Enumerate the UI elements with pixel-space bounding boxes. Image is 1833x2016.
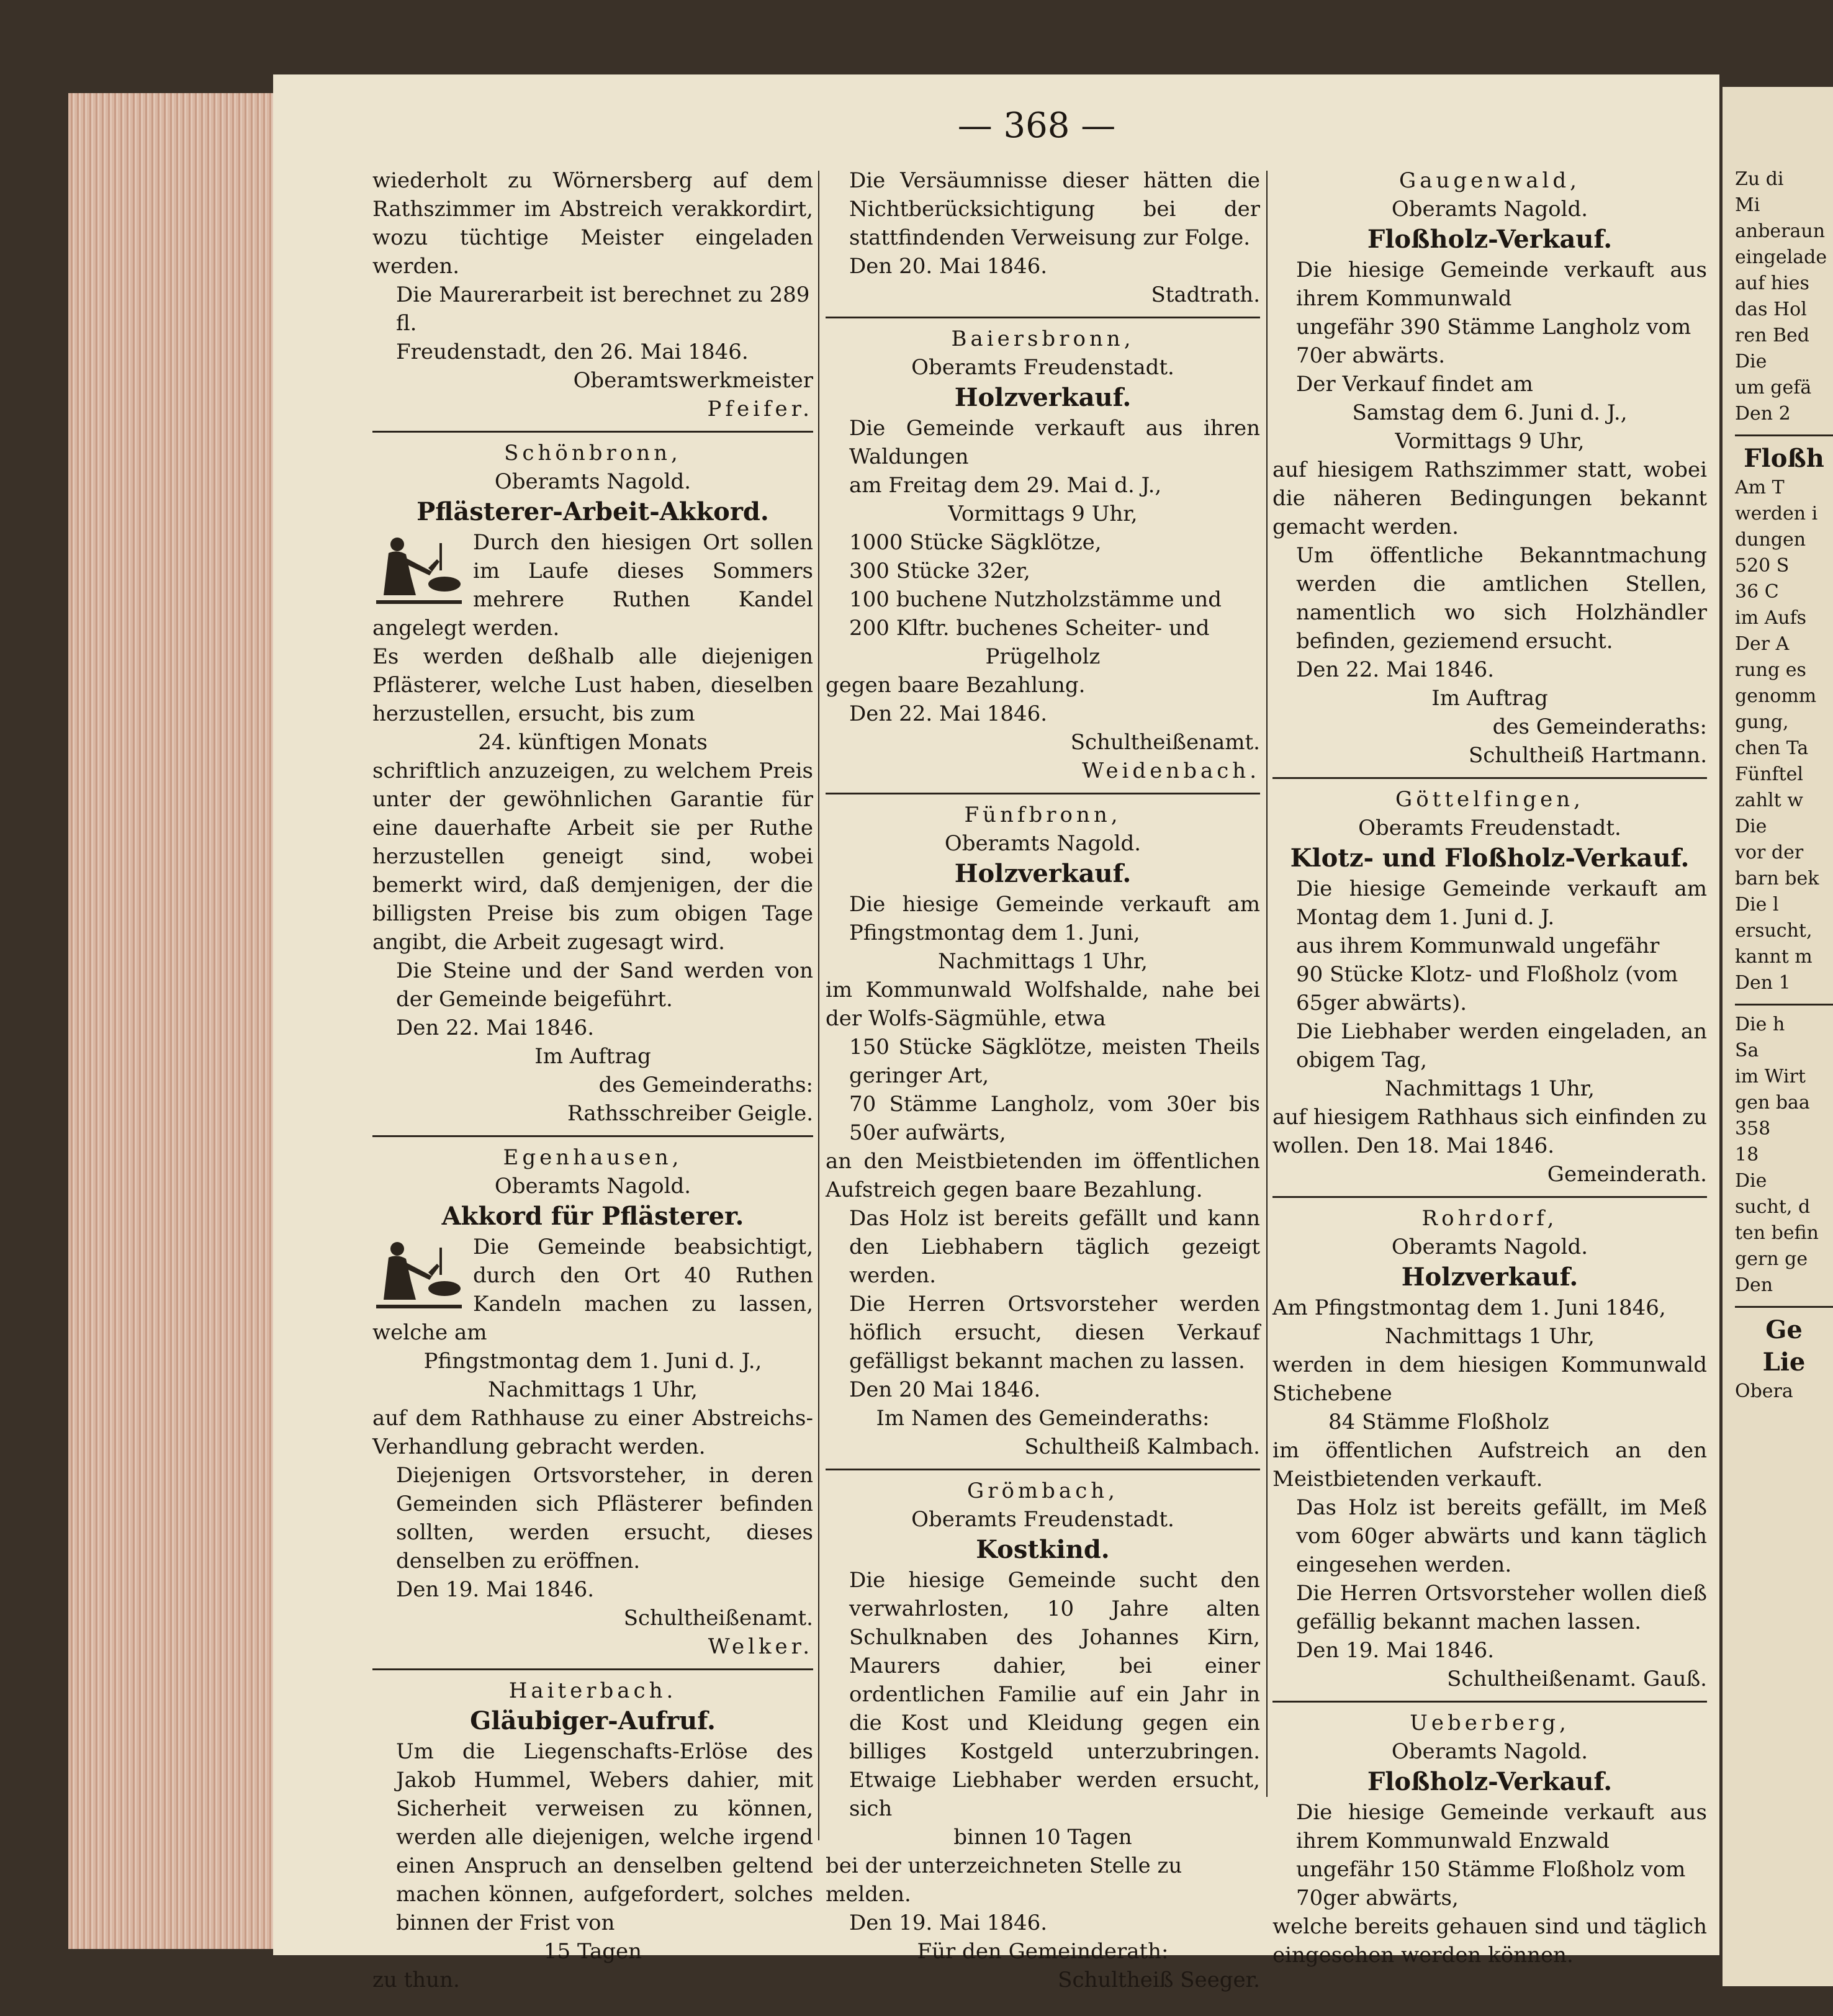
- text-line: Nachmittags 1 Uhr,: [487, 1377, 698, 1402]
- text-line: Die: [1735, 816, 1767, 837]
- text-line: Oberamts Nagold.: [944, 831, 1142, 856]
- text-line: 90 Stücke Klotz- und Floßholz (vom 65ger abwärts).: [1296, 962, 1678, 1015]
- text-line: Das Holz ist bereits gefällt, im Meß vom 60ger abwärts und kann täglich eingesehen werden.: [1296, 1495, 1707, 1577]
- text-line: rung es: [1735, 659, 1806, 681]
- text-line: Baiersbronn,: [951, 326, 1135, 351]
- section-divider: [1272, 777, 1707, 779]
- text-line: Im Auftrag: [534, 1044, 651, 1069]
- notice-heading: Floßh: [1744, 444, 1824, 473]
- text-line: Die Liebhaber werden eingeladen, an obigem Tag,: [1296, 1019, 1707, 1073]
- text-line: an den Meistbietenden im öffentlichen Aufstreich gegen baare Bezahlung.: [826, 1149, 1260, 1202]
- text-line: 150 Stücke Sägklötze, meisten Theils geringer Art,: [849, 1035, 1260, 1088]
- text-line: dungen: [1735, 529, 1806, 551]
- text-line: Fünftel: [1735, 763, 1803, 785]
- text-line: Die l: [1735, 894, 1779, 916]
- text-line: genomm: [1735, 685, 1817, 707]
- text-line: sucht, d: [1735, 1196, 1811, 1218]
- text-line: Schultheiß Kalmbach.: [1024, 1434, 1260, 1459]
- text-line: Nachmittags 1 Uhr,: [1384, 1324, 1595, 1349]
- text-line: Im Namen des Gemeinderaths:: [876, 1406, 1210, 1431]
- text-line: eingelade: [1735, 246, 1827, 268]
- text-line: werden in dem hiesigen Kommunwald Stichebene: [1272, 1352, 1707, 1406]
- text-line: im Aufs: [1735, 607, 1807, 629]
- text-line: 300 Stücke 32er,: [849, 559, 1030, 583]
- text-line: Den 20. Mai 1846.: [849, 254, 1048, 279]
- text-line: Den 19. Mai 1846.: [849, 1910, 1048, 1935]
- column-4-fragment: [1735, 166, 1833, 1405]
- text-line: Vormittags 9 Uhr,: [1395, 429, 1585, 454]
- text-line: gung,: [1735, 711, 1789, 733]
- column-rule: [1266, 171, 1268, 1797]
- notice-heading: Floßholz-Verkauf.: [1367, 1767, 1613, 1796]
- text-line: Schultheißenamt.: [1070, 730, 1260, 755]
- text-line: Mi: [1735, 194, 1760, 216]
- text-line: Stadtrath.: [1151, 282, 1260, 307]
- text-line: welche bereits gehauen sind und täglich eingesehen werden können.: [1272, 1914, 1707, 1968]
- text-line: Der Verkauf findet am: [1296, 372, 1533, 397]
- text-line: Oberamts Nagold.: [1391, 1739, 1588, 1764]
- text-line: Samstag dem 6. Juni d. J.,: [1352, 400, 1628, 425]
- text-line: auf hiesigem Rathszimmer statt, wobei die näheren Bedingungen bekannt gemacht werden.: [1272, 457, 1707, 539]
- text-line: chen Ta: [1735, 737, 1809, 759]
- text-line: ungefähr 390 Stämme Langholz vom 70er abwärts.: [1296, 315, 1691, 368]
- text-line: Schultheiß Seeger.: [1058, 1968, 1260, 1992]
- notice-heading: Klotz- und Floßholz-Verkauf.: [1290, 844, 1690, 873]
- text-line: zu thun.: [372, 1968, 460, 1992]
- notice-heading: Pflästerer-Arbeit-Akkord.: [417, 497, 769, 526]
- text-line: Für den Gemeinderath:: [917, 1939, 1169, 1964]
- text-line: bei der unterzeichneten Stelle zu melden.: [826, 1853, 1182, 1907]
- text-line: Den 20 Mai 1846.: [849, 1377, 1041, 1402]
- section-divider: [1735, 434, 1833, 436]
- text-line: gen baa: [1735, 1092, 1810, 1114]
- text-line: 18: [1735, 1144, 1759, 1166]
- text-line: 36 C: [1735, 581, 1779, 603]
- section-divider: [1272, 1701, 1707, 1703]
- text-line: aus ihrem Kommunwald ungefähr: [1296, 934, 1660, 958]
- text-line: Die hiesige Gemeinde sucht den verwahrlosten, 10 Jahre alten Schulknaben des Johannes Kirn, Maurers dahier, bei einer ordentlichen Familie auf ein Jahr in die Kost und Kleidung gegen ein billiges Kostgeld unterzubringen. Etwaige Liebhaber werden ersucht, sich: [849, 1568, 1260, 1821]
- text-line: ersucht,: [1735, 920, 1813, 942]
- text-line: Um öffentliche Bekanntmachung werden die amtlichen Stellen, namentlich wo sich Holzhändler befinden, geziemend ersucht.: [1296, 543, 1707, 654]
- text-line: Die Herren Ortsvorsteher werden höflich ersucht, diesen Verkauf gefälligst bekannt machen zu lassen.: [849, 1292, 1260, 1374]
- text-line: 200 Klftr. buchenes Scheiter- und: [849, 616, 1210, 641]
- text-line: Das Holz ist bereits gefällt und kann den Liebhabern täglich gezeigt werden.: [849, 1206, 1260, 1288]
- text-line: Oberamts Freudenstadt.: [1358, 816, 1621, 840]
- text-line: 15 Tagen: [543, 1939, 642, 1964]
- text-line: Oberamts Freudenstadt.: [911, 1507, 1174, 1532]
- text-line: 358: [1735, 1118, 1771, 1140]
- text-line: um gefä: [1735, 377, 1812, 398]
- text-line: im Wirt: [1735, 1066, 1806, 1087]
- text-line: Den 1: [1735, 972, 1791, 994]
- column-rule: [818, 171, 819, 1840]
- text-line: Weidenbach.: [1082, 758, 1260, 783]
- text-line: 24. künftigen Monats: [478, 730, 708, 755]
- paver-figure-icon: [372, 1235, 466, 1310]
- text-line: Die Herren Ortsvorsteher wollen dieß gefällig bekannt machen lassen.: [1296, 1581, 1707, 1634]
- section-divider: [826, 793, 1260, 794]
- text-line: Um die Liegenschafts-Erlöse des Jakob Hummel, Webers dahier, mit Sicherheit verweisen zu können, werden alle diejenigen, welche irgend einen Anspruch an denselben geltend machen können, aufgefordert, solches binnen der Frist von: [396, 1739, 813, 1935]
- text-line: Der A: [1735, 633, 1790, 655]
- text-line: Gaugenwald,: [1399, 168, 1580, 193]
- notice-heading: Holzverkauf.: [954, 859, 1132, 888]
- text-line: ten befin: [1735, 1222, 1819, 1244]
- text-line: Die hiesige Gemeinde verkauft am Montag dem 1. Juni d. J.: [1296, 876, 1707, 930]
- text-line: Nachmittags 1 Uhr,: [937, 949, 1148, 974]
- text-line: Fünfbronn,: [964, 803, 1122, 827]
- text-line: Egenhausen,: [503, 1145, 683, 1170]
- text-line: Die hiesige Gemeinde verkauft aus ihrem Kommunwald: [1296, 258, 1707, 311]
- text-line: Die Gemeinde verkauft aus ihren Waldungen: [849, 416, 1260, 469]
- text-line: Sa: [1735, 1040, 1759, 1061]
- notice-heading: Kostkind.: [976, 1535, 1110, 1564]
- section-divider: [372, 431, 813, 433]
- section-divider: [1735, 1004, 1833, 1006]
- text-line: Haiterbach.: [508, 1678, 677, 1703]
- text-line: Freudenstadt, den 26. Mai 1846.: [396, 340, 749, 364]
- text-line: schriftlich anzuzeigen, zu welchem Preis unter der gewöhnlichen Garantie für eine dauerhafte Arbeit sie per Ruthe herzustellen geneigt sind, wobei bemerkt wird, daß demjenigen, der die billigsten Preise bis zum obigen Tage angibt, die Arbeit zugesagt wird.: [372, 758, 813, 955]
- text-line: Vormittags 9 Uhr,: [948, 502, 1138, 526]
- text-line: binnen 10 Tagen: [953, 1825, 1132, 1850]
- text-line: zahlt w: [1735, 790, 1803, 811]
- text-line: Oberamts Nagold.: [1391, 1235, 1588, 1259]
- text-line: Die hiesige Gemeinde verkauft aus ihrem Kommunwald Enzwald: [1296, 1800, 1707, 1853]
- text-line: Den 19. Mai 1846.: [1296, 1638, 1495, 1663]
- text-line: barn bek: [1735, 868, 1819, 889]
- section-divider: [826, 317, 1260, 318]
- text-line: Im Auftrag: [1431, 686, 1548, 711]
- text-line: Den 22. Mai 1846.: [396, 1015, 595, 1040]
- text-line: Obera: [1735, 1380, 1793, 1402]
- column-3: [1272, 166, 1707, 1969]
- column-2: [826, 166, 1260, 1994]
- text-line: auf dem Rathhause zu einer Abstreichs-Verhandlung gebracht werden.: [372, 1406, 813, 1459]
- text-line: Den 22. Mai 1846.: [849, 701, 1048, 726]
- text-line: Es werden deßhalb alle diejenigen Pflästerer, welche Lust haben, dieselben herzustellen, ersucht, bis zum: [372, 644, 813, 726]
- section-divider: [826, 1469, 1260, 1470]
- text-line: Die Gemeinde beabsichtigt, durch den Ort 40 Ruthen Kandeln machen zu lassen, welche am: [372, 1235, 813, 1345]
- text-line: Ueberberg,: [1410, 1711, 1570, 1735]
- text-line: des Gemeinderaths:: [598, 1073, 813, 1097]
- text-line: des Gemeinderaths:: [1492, 714, 1707, 739]
- text-line: Nachmittags 1 Uhr,: [1384, 1076, 1595, 1101]
- section-divider: [1272, 1196, 1707, 1198]
- text-line: gegen baare Bezahlung.: [826, 673, 1086, 698]
- text-line: Schultheiß Hartmann.: [1468, 743, 1707, 768]
- text-line: 520 S: [1735, 555, 1790, 577]
- text-line: Die hiesige Gemeinde verkauft am Pfingstmontag dem 1. Juni,: [849, 892, 1260, 945]
- text-line: gern ge: [1735, 1248, 1808, 1270]
- text-line: Gemeinderath.: [1547, 1162, 1707, 1187]
- page-number: — 368 —: [957, 106, 1116, 146]
- text-line: Pfeifer.: [707, 397, 813, 421]
- book-page-edges: [68, 93, 279, 1949]
- text-line: werden i: [1735, 503, 1818, 524]
- text-line: ren Bed: [1735, 325, 1809, 346]
- text-line: Oberamts Freudenstadt.: [911, 355, 1174, 380]
- text-line: Oberamts Nagold.: [1391, 197, 1588, 222]
- notice-heading: Holzverkauf.: [1401, 1262, 1579, 1292]
- notice-heading: Holzverkauf.: [954, 383, 1132, 412]
- text-line: wiederholt zu Wörnersberg auf dem Rathszimmer im Abstreich verakkordirt, wozu tüchtige Meister eingeladen werden.: [372, 168, 813, 279]
- paver-figure-icon: [372, 531, 466, 605]
- text-line: Die: [1735, 351, 1767, 372]
- text-line: auf hies: [1735, 272, 1809, 294]
- text-line: das Hol: [1735, 299, 1807, 320]
- notice-heading: Akkord für Pflästerer.: [441, 1202, 744, 1231]
- text-line: 84 Stämme Floßholz: [1328, 1410, 1549, 1434]
- text-line: Welker.: [708, 1634, 813, 1659]
- text-line: Oberamts Nagold.: [494, 1174, 691, 1199]
- notice-heading: Ge: [1765, 1315, 1803, 1344]
- text-line: Oberamts Nagold.: [494, 469, 691, 494]
- text-line: kannt m: [1735, 946, 1813, 968]
- text-line: Schultheißenamt.: [623, 1606, 813, 1631]
- text-line: Den 2: [1735, 403, 1791, 425]
- text-line: Den 22. Mai 1846.: [1296, 657, 1495, 682]
- text-line: 70 Stämme Langholz, vom 30er bis 50er aufwärts,: [849, 1092, 1260, 1145]
- text-line: ungefähr 150 Stämme Floßholz vom 70ger abwärts,: [1296, 1857, 1686, 1910]
- notice-heading: Floßholz-Verkauf.: [1367, 225, 1613, 254]
- notice-heading: Lie: [1762, 1348, 1806, 1377]
- text-line: anberaun: [1735, 220, 1826, 242]
- column-1: [372, 166, 813, 1994]
- text-line: Pfingstmontag dem 1. Juni d. J.,: [423, 1349, 762, 1374]
- text-line: Schönbronn,: [504, 441, 682, 466]
- text-line: Zu di: [1735, 168, 1784, 190]
- text-line: Prügelholz: [985, 644, 1101, 669]
- text-line: Rohrdorf,: [1421, 1206, 1558, 1231]
- text-line: Am Pfingstmontag dem 1. Juni 1846,: [1272, 1295, 1666, 1320]
- text-line: Die Versäumnisse dieser hätten die Nichtberücksichtigung bei der stattfindenden Verweisung zur Folge.: [849, 168, 1260, 250]
- text-line: 1000 Stücke Sägklötze,: [849, 530, 1102, 555]
- text-line: auf hiesigem Rathhaus sich einfinden zu wollen. Den 18. Mai 1846.: [1272, 1105, 1707, 1158]
- text-line: Diejenigen Ortsvorsteher, in deren Gemeinden sich Pflästerer befinden sollten, werden ersucht, dieses denselben zu eröffnen.: [396, 1463, 813, 1573]
- text-line: im Kommunwald Wolfshalde, nahe bei der Wolfs-Sägmühle, etwa: [826, 978, 1260, 1031]
- notice-heading: Gläubiger-Aufruf.: [470, 1706, 716, 1735]
- text-line: 100 buchene Nutzholzstämme und: [849, 587, 1222, 612]
- text-line: Den: [1735, 1274, 1773, 1296]
- text-line: Die: [1735, 1170, 1767, 1192]
- text-line: Den 19. Mai 1846.: [396, 1577, 595, 1602]
- text-line: Grömbach,: [967, 1478, 1119, 1503]
- text-line: vor der: [1735, 842, 1804, 863]
- text-line: am Freitag dem 29. Mai d. J.,: [849, 473, 1162, 498]
- text-line: Die Steine und der Sand werden von der Gemeinde beigeführt.: [396, 958, 813, 1012]
- section-divider: [372, 1668, 813, 1670]
- text-line: Rathsschreiber Geigle.: [567, 1101, 813, 1126]
- text-line: Durch den hiesigen Ort sollen im Laufe dieses Sommers mehrere Ruthen Kandel angelegt werden.: [372, 530, 813, 641]
- section-divider: [372, 1135, 813, 1137]
- text-line: Die Maurerarbeit ist berechnet zu 289 fl.: [396, 282, 810, 336]
- text-line: Göttelfingen,: [1395, 787, 1584, 812]
- text-line: Die h: [1735, 1014, 1785, 1035]
- text-line: Am T: [1735, 477, 1785, 498]
- text-line: Oberamtswerkmeister: [573, 368, 813, 393]
- text-line: Schultheißenamt. Gauß.: [1447, 1667, 1707, 1691]
- section-divider: [1735, 1306, 1833, 1308]
- text-line: im öffentlichen Aufstreich an den Meistbietenden verkauft.: [1272, 1438, 1707, 1492]
